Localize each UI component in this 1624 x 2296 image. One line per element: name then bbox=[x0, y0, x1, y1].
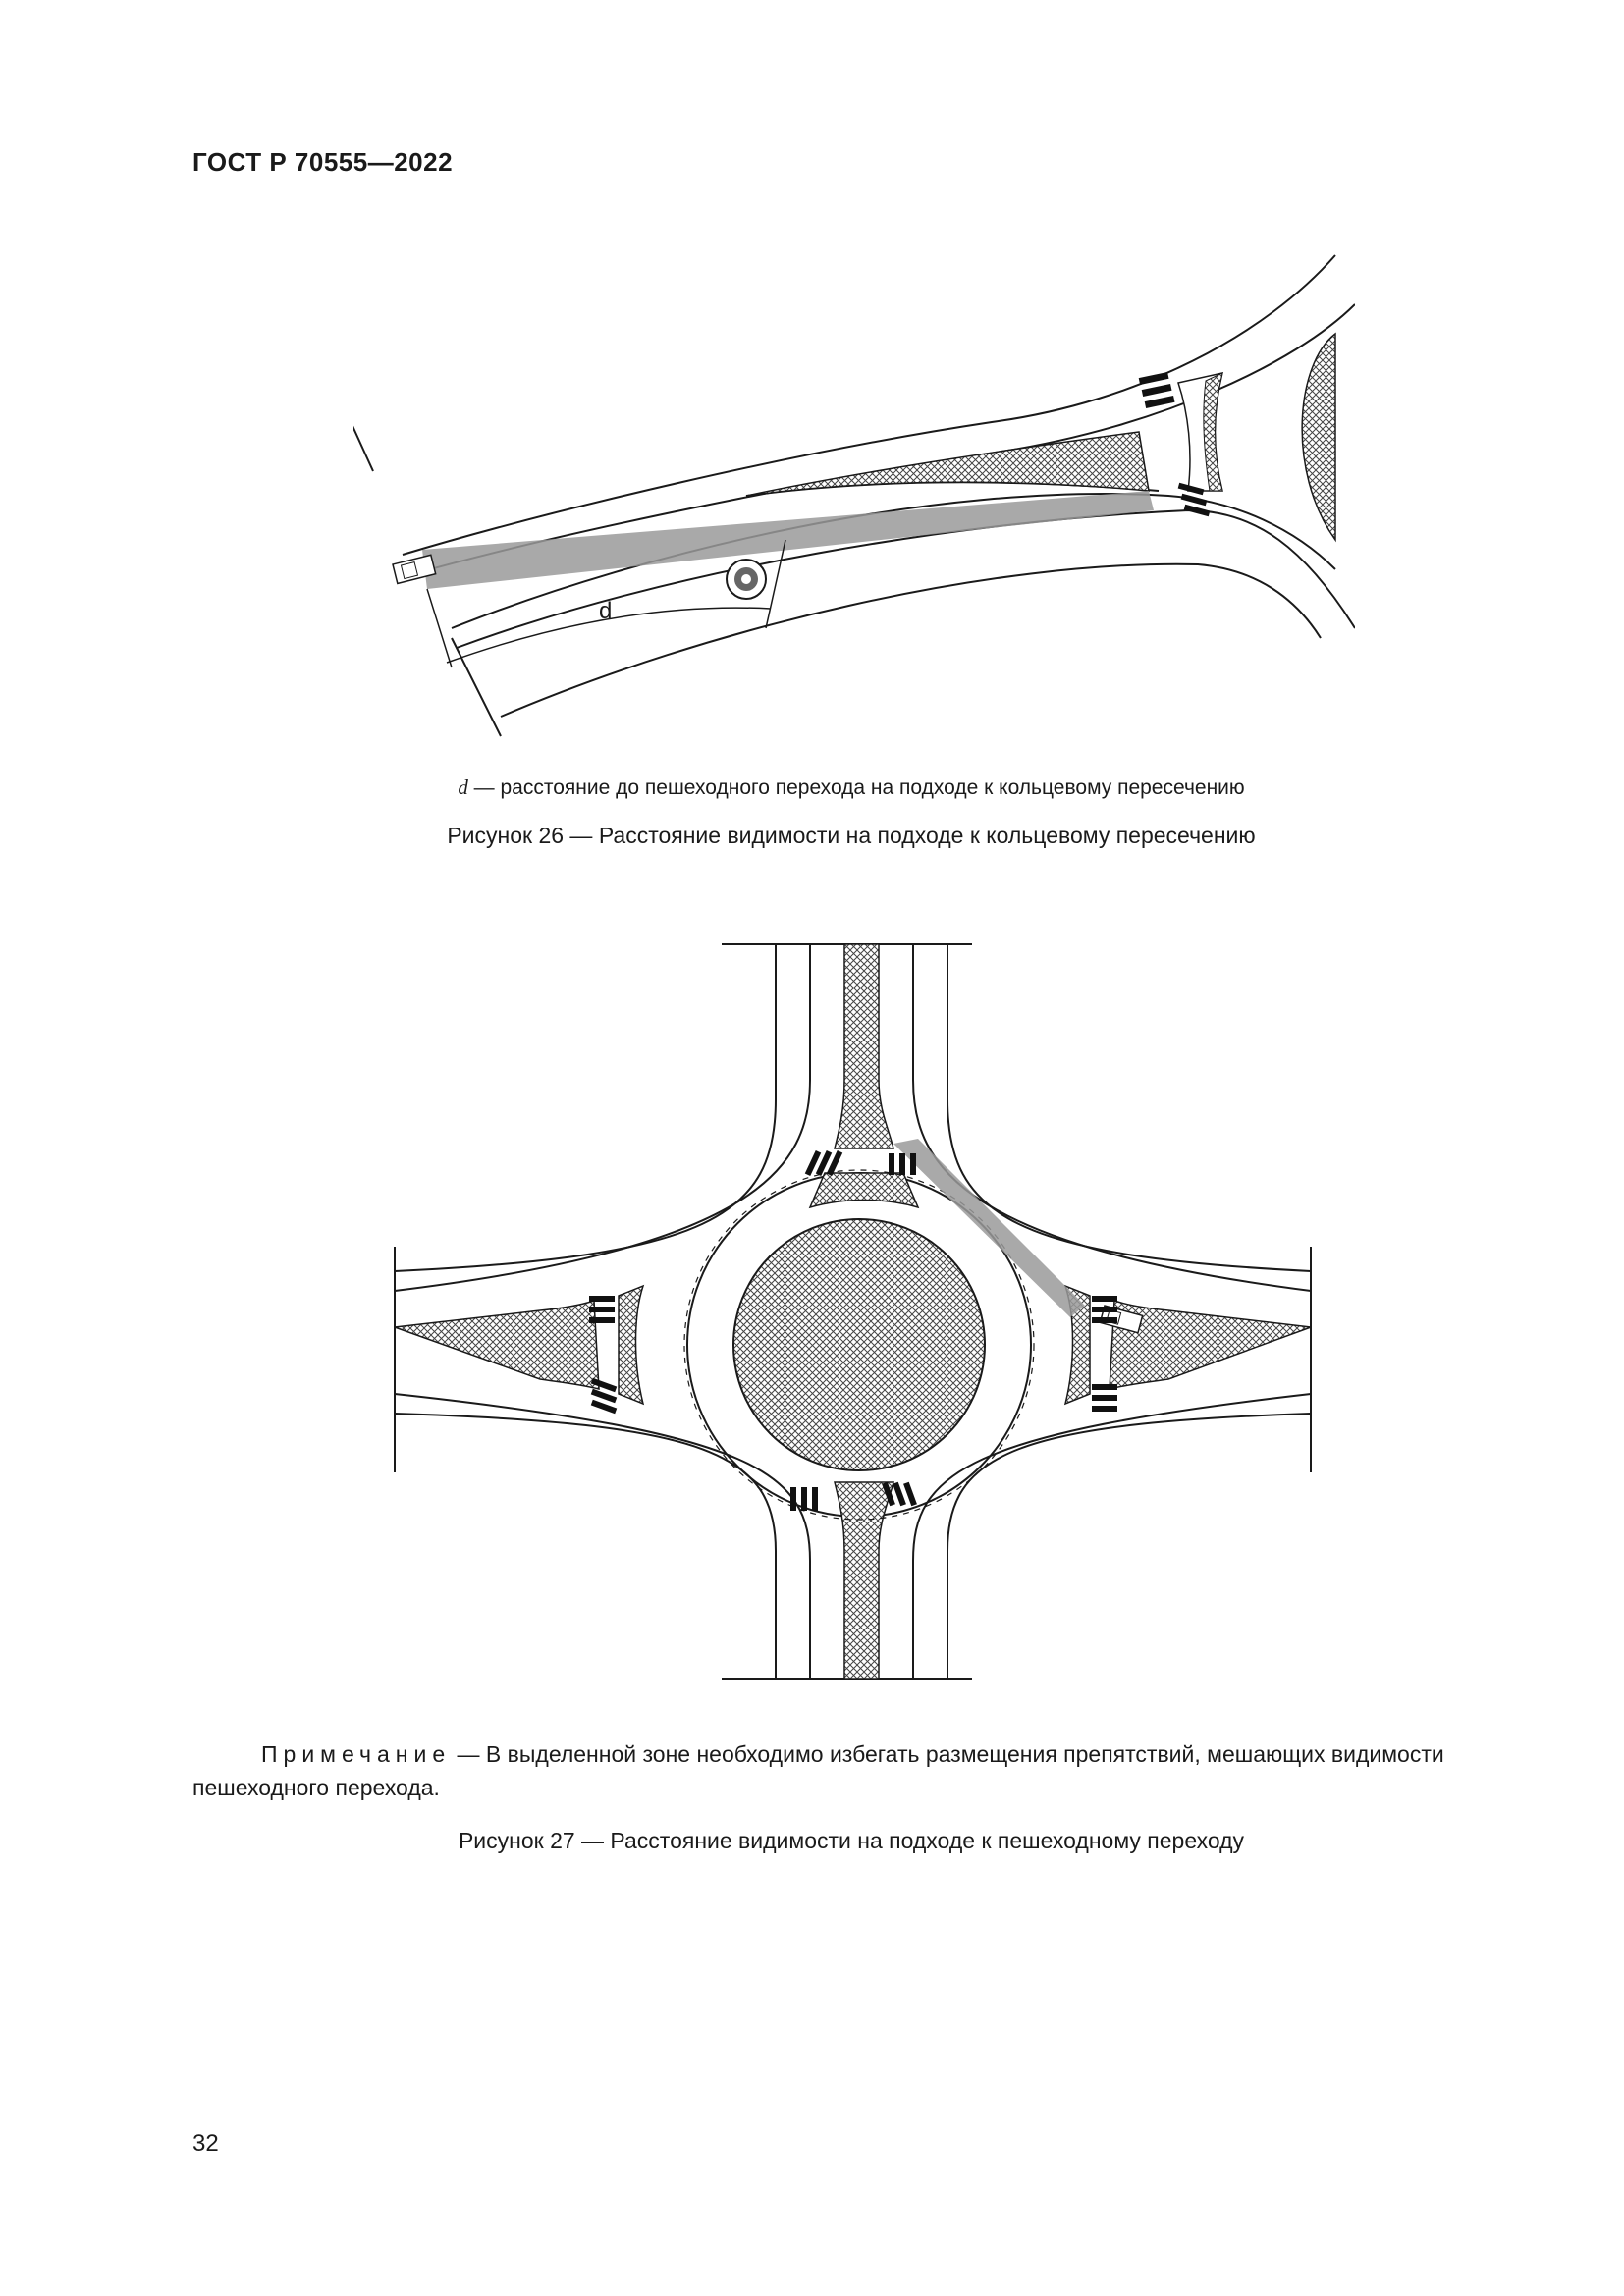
central-island bbox=[733, 1219, 985, 1470]
page-number: 32 bbox=[192, 2130, 219, 2157]
splitter-island bbox=[746, 432, 1149, 496]
splitter-island-south bbox=[835, 1482, 893, 1679]
splitter-island-north bbox=[835, 944, 893, 1148]
note-label: Примечание bbox=[261, 1741, 452, 1767]
carriageway-line bbox=[501, 564, 1321, 717]
splitter-island-west bbox=[395, 1301, 599, 1389]
dimension-label: d bbox=[599, 598, 613, 624]
visibility-zone bbox=[422, 491, 1154, 589]
figure-27-note bbox=[192, 1737, 1508, 1804]
figure-26-legend bbox=[0, 775, 1624, 800]
figure-26-caption: Рисунок 26 — Расстояние видимости на подходе к кольцевому пересечению bbox=[447, 823, 1256, 848]
cut-line bbox=[353, 363, 373, 471]
figure-26-approach-diagram bbox=[353, 216, 1355, 746]
central-island bbox=[1302, 334, 1335, 540]
figure-27-caption: Рисунок 27 — Расстояние видимости на подходе к пешеходному переходу bbox=[458, 1828, 1245, 1853]
roundabout-sign-icon bbox=[727, 560, 766, 599]
note-text: — В выделенной зоне необходимо избегать размещения препятствий, мешающих видимости пешеходного перехода. bbox=[192, 1741, 1444, 1800]
splitter-island-east bbox=[1110, 1301, 1311, 1389]
splitter-island-west-right bbox=[619, 1286, 643, 1404]
legend-text: — расстояние до пешеходного перехода на подходе к кольцевому пересечению bbox=[467, 776, 1245, 799]
splitter-island-north-lower bbox=[810, 1173, 918, 1207]
figure-27-roundabout-diagram bbox=[383, 923, 1326, 1708]
legend-symbol: d bbox=[458, 775, 468, 799]
document-header: ГОСТ Р 70555—2022 bbox=[192, 147, 454, 177]
